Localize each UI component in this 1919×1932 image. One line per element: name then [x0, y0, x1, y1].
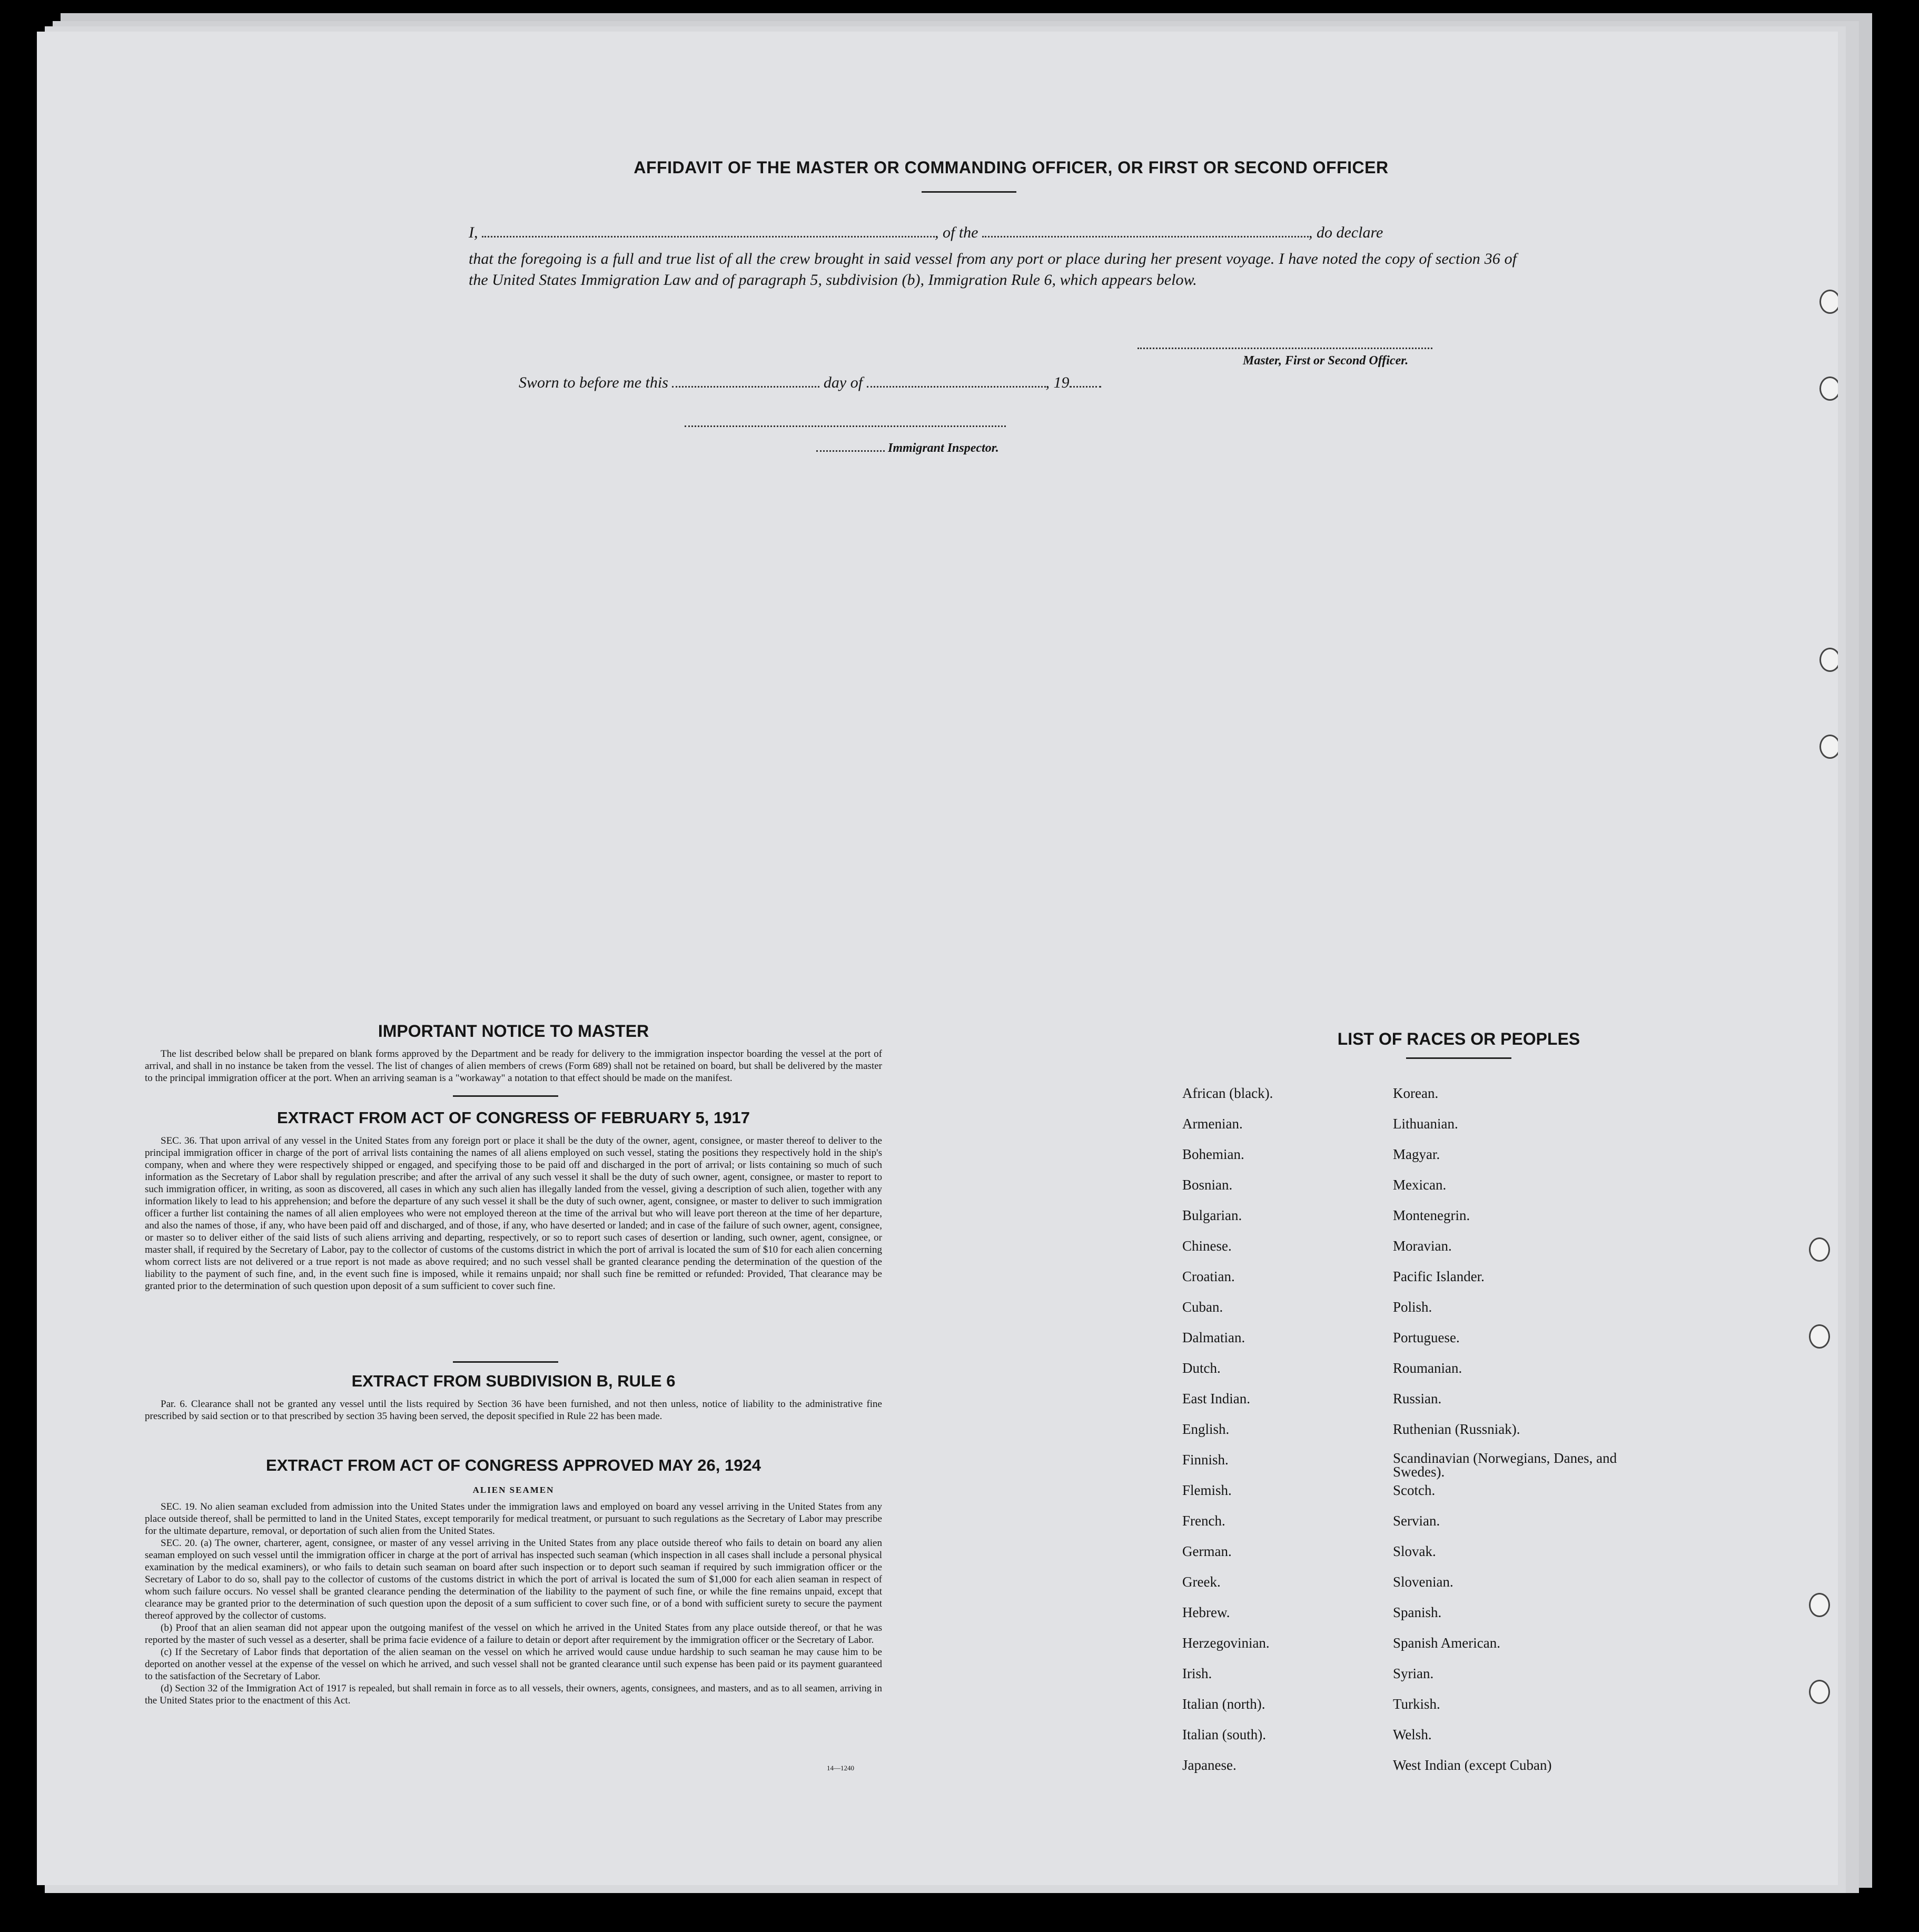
race-item: English.: [1182, 1421, 1230, 1437]
sec-20d-paragraph: (d) Section 32 of the Immigration Act of 1917 is repealed, but shall remain in force as to all vessels, their owners, agents, consignees, and masters, and as to all seamen, arriving in the United States prior to the enactment of this Act.: [145, 1683, 882, 1706]
race-item: Bulgarian.: [1182, 1207, 1242, 1223]
extract-1917-title: EXTRACT FROM ACT OF CONGRESS OF FEBRUARY 5, 1917: [277, 1108, 750, 1127]
race-item: Bosnian.: [1182, 1177, 1233, 1193]
section-rule: [453, 1095, 558, 1097]
form-number: 14—1240: [827, 1764, 854, 1772]
race-item: Korean.: [1393, 1085, 1439, 1101]
sworn-prefix: Sworn to before me this: [519, 374, 668, 391]
race-item: East Indian.: [1182, 1391, 1250, 1406]
race-item: Chinese.: [1182, 1238, 1232, 1254]
punch-hole: [1809, 1680, 1830, 1704]
declaration-of: , of the: [935, 224, 978, 241]
sworn-year-label: , 19: [1045, 374, 1070, 391]
race-item: Pacific Islander.: [1393, 1269, 1485, 1284]
races-title: LIST OF RACES OR PEOPLES: [1337, 1029, 1580, 1048]
extract-1924-title: EXTRACT FROM ACT OF CONGRESS APPROVED MAY 26, 1924: [266, 1456, 761, 1474]
race-item: Irish.: [1182, 1666, 1212, 1681]
inspector-line: [816, 441, 999, 455]
race-item: Scotch.: [1393, 1482, 1436, 1498]
form-page: [37, 32, 1838, 1885]
race-item: Magyar.: [1393, 1146, 1440, 1162]
sworn-line: [519, 374, 1101, 392]
title-rule: [922, 191, 1016, 193]
race-item: Armenian.: [1182, 1116, 1243, 1132]
punch-hole: [1819, 735, 1838, 759]
notice-text: [145, 1048, 882, 1084]
sec-20c-paragraph: (c) If the Secretary of Labor finds that deportation of the alien seaman on the vessel on which he arrived would cause undue hardship to such seaman he may cause him to be deported on another vessel at the expense of the vessel on which he arrived, and such vessel shall not be granted clearance until such expense has been paid or its payment guaranteed to the satisfaction of the Secretary of Labor.: [145, 1647, 882, 1682]
race-item: Greek.: [1182, 1574, 1221, 1590]
punch-hole: [1819, 377, 1838, 401]
race-item: African (black).: [1182, 1085, 1273, 1101]
race-item: Cuban.: [1182, 1299, 1223, 1315]
race-item: Servian.: [1393, 1513, 1440, 1529]
races-column-1: [1182, 1085, 1403, 1787]
race-item: Slovak.: [1393, 1543, 1436, 1559]
extract-rule6-text: [145, 1398, 882, 1422]
section-rule: [453, 1361, 558, 1363]
sec-20a-paragraph: SEC. 20. (a) The owner, charterer, agent, consignee, or master of any vessel arriving in the United States from any place outside thereof who fails to detain on board any alien seaman employed on such vessel until the immigration officer in charge at the port of arrival has inspected such seaman (which inspection in all cases shall include a personal physical examination by the medical examiners), or who fails to detain such seaman on board after such inspection or to deport such seaman if required by such immigration officer or the Secretary of Labor to do so, shall pay to the collector of customs of the customs district in which the port of arrival is located the sum of $1,000 for each alien seaman in respect of whom such failure occurs. No vessel shall be granted clearance pending the determination of the liability to the payment of such fine, or while the fine remains unpaid, except that clearance may be granted prior to the determination of such question upon the deposit of a sum sufficient to cover such fine, or of a bond with sufficient surety to secure the payment thereof approved by the collector of customs.: [145, 1538, 882, 1621]
race-item: Hebrew.: [1182, 1604, 1230, 1620]
race-item: Dutch.: [1182, 1360, 1221, 1376]
race-item: Spanish American.: [1393, 1635, 1500, 1651]
declaration-line: [469, 224, 1517, 242]
punch-hole: [1819, 290, 1838, 314]
par-6-paragraph: Par. 6. Clearance shall not be granted any vessel until the lists required by Section 36 have been furnished, and not then unless, notice of liability to the administrative fine prescribed by said section or to that prescribed by section 35 having been served, the deposit specified in Rule 22 has been made.: [145, 1399, 882, 1422]
inspector-label: Immigrant Inspector.: [888, 441, 999, 455]
inspector-dots: [816, 450, 885, 452]
race-item: Russian.: [1393, 1391, 1442, 1406]
sec-20b-paragraph: (b) Proof that an alien seaman did not appear upon the outgoing manifest of the vessel on which he arrived in the United States from any place outside thereof, or that he was reported by the master of such vessel as a deserter, shall be prima facie evidence of a failure to detain or deport after requirement by the immigration officer or the Secretary of Labor.: [145, 1622, 882, 1646]
punch-hole: [1809, 1237, 1830, 1262]
races-rule: [1406, 1057, 1511, 1059]
race-item: Slovenian.: [1393, 1574, 1453, 1590]
race-item: Finnish.: [1182, 1452, 1229, 1468]
notice-title: IMPORTANT NOTICE TO MASTER: [378, 1022, 649, 1041]
declaration-prefix: I,: [469, 224, 478, 241]
punch-hole: [1809, 1324, 1830, 1349]
sworn-day-label: day of: [823, 374, 863, 391]
race-item: Bohemian.: [1182, 1146, 1244, 1162]
races-column-2: [1393, 1085, 1646, 1787]
race-item: Ruthenian (Russniak).: [1393, 1421, 1520, 1437]
master-signature-label: Master, First or Second Officer.: [1243, 354, 1409, 368]
extract-rule6-title: EXTRACT FROM SUBDIVISION B, RULE 6: [351, 1372, 676, 1390]
race-item: Spanish.: [1393, 1604, 1442, 1620]
race-item: Herzegovinian.: [1182, 1635, 1270, 1651]
race-item: Flemish.: [1182, 1482, 1232, 1498]
inspector-signature-field[interactable]: [685, 425, 1006, 427]
race-item: Moravian.: [1393, 1238, 1452, 1254]
race-item: Scandinavian (Norwegians, Danes, and Swedes).: [1393, 1450, 1617, 1480]
race-item: German.: [1182, 1543, 1232, 1559]
sec-36-paragraph: SEC. 36. That upon arrival of any vessel in the United States from any foreign port or place it shall be the duty of the owner, agent, consignee, or master thereof to deliver to the principal immigration officer in charge of the port of arrival lists containing the names of all aliens employed on such vessel, stating the positions they respectively hold in the ship's company, when and where they were respectively shipped or engaged, and specifying those to be paid off and discharged in the port of arrival; or lists containing so much of such information as the Secretary of Labor shall by regulation prescribe; and after the arrival of any such vessel it shall be the duty of such owner, agent, consignee, or master to report to such immigration officer, in writing, as soon as discovered, all cases in which any such alien has illegally landed from the vessel, giving a description of such alien, together with any information likely to lead to his apprehension; and before the departure of any such vessel it shall be the duty of such owner, agent, consignee, or master to deliver to such immigration officer a further list containing the names of all alien employees who were not employed thereon at the time of the arrival but who will leave port thereon at the time of her departure, and also the names of those, if any, who have been paid off and discharged, and of those, if any, who have deserted or landed; and in case of the failure of such owner, agent, consignee, or master so to deliver either of the said lists of such aliens arriving and departing, respectively, or so to report such cases of desertion or landing, such owner, agent, consignee, or master shall, if required by the Secretary of Labor, pay to the collector of customs of the customs district in which the port of arrival is located the sum of $10 for each alien concerning whom correct lists are not delivered or a true report is not made as above required; and no such vessel shall be granted clearance pending the determination of the question of the liability to the payment of such fine, and, in the event such fine is imposed, while it remains unpaid; nor shall such fine be remitted or refunded: Provided, That clearance may be granted prior to the determination of such question upon deposit of a sum sufficient to cover such fine.: [145, 1135, 882, 1292]
race-item: Portuguese.: [1393, 1330, 1460, 1345]
sworn-month-field[interactable]: [867, 386, 1046, 388]
extract-1924-text: [145, 1501, 882, 1707]
sworn-year-field[interactable]: [1070, 386, 1101, 388]
master-signature-field[interactable]: [1137, 348, 1432, 349]
punch-hole: [1819, 648, 1838, 672]
declaration-suffix: , do declare: [1309, 224, 1383, 241]
notice-paragraph: The list described below shall be prepared on blank forms approved by the Department and be ready for delivery to the immigration inspector boarding the vessel at the port of arrival, and shall in no instance be taken from the vessel. The list of changes of alien members of crews (Form 689) shall not be retained on board, but shall be delivered by the master to the principal immigration officer at the port. When an arriving seaman is a "workaway" a notation to that effect should be made on the manifest.: [145, 1048, 882, 1084]
race-item: Polish.: [1393, 1299, 1432, 1315]
sec-19-paragraph: SEC. 19. No alien seaman excluded from admission into the United States under the immigration laws and employed on board any vessel arriving in the United States from any place outside thereof, shall be permitted to land in the United States, except temporarily for medical treatment, or pursuant to such regulations as the Secretary of Labor may prescribe for the ultimate departure, removal, or deportation of such alien from the United States.: [145, 1501, 882, 1537]
extract-1917-text: [145, 1135, 882, 1292]
vessel-field[interactable]: [982, 236, 1309, 237]
race-item: Turkish.: [1393, 1696, 1440, 1712]
race-item: Syrian.: [1393, 1666, 1434, 1681]
race-item: Croatian.: [1182, 1269, 1235, 1284]
affidavit-title: AFFIDAVIT OF THE MASTER OR COMMANDING OFFICER, OR FIRST OR SECOND OFFICER: [634, 158, 1389, 177]
race-item: Welsh.: [1393, 1727, 1432, 1742]
race-item: Mexican.: [1393, 1177, 1447, 1193]
race-item: Italian (north).: [1182, 1696, 1265, 1712]
race-item: Italian (south).: [1182, 1727, 1266, 1742]
sworn-day-field[interactable]: [672, 386, 819, 388]
race-item: West Indian (except Cuban): [1393, 1757, 1552, 1773]
punch-hole: [1809, 1593, 1830, 1617]
race-item: Dalmatian.: [1182, 1330, 1245, 1345]
race-item: Roumanian.: [1393, 1360, 1462, 1376]
declaration-body: that the foregoing is a full and true list of all the crew brought in said vessel from any port or place during her present voyage. I have noted the copy of section 36 of the United States Immigration Law and of paragraph 5, subdivision (b), Immigration Rule 6, which appears below.: [469, 250, 1517, 289]
alien-seamen-subtitle: ALIEN SEAMEN: [472, 1485, 555, 1495]
name-field[interactable]: [482, 236, 935, 237]
race-item: Lithuanian.: [1393, 1116, 1458, 1132]
race-item: French.: [1182, 1513, 1225, 1529]
race-item: Montenegrin.: [1393, 1207, 1470, 1223]
race-item: Japanese.: [1182, 1757, 1237, 1773]
